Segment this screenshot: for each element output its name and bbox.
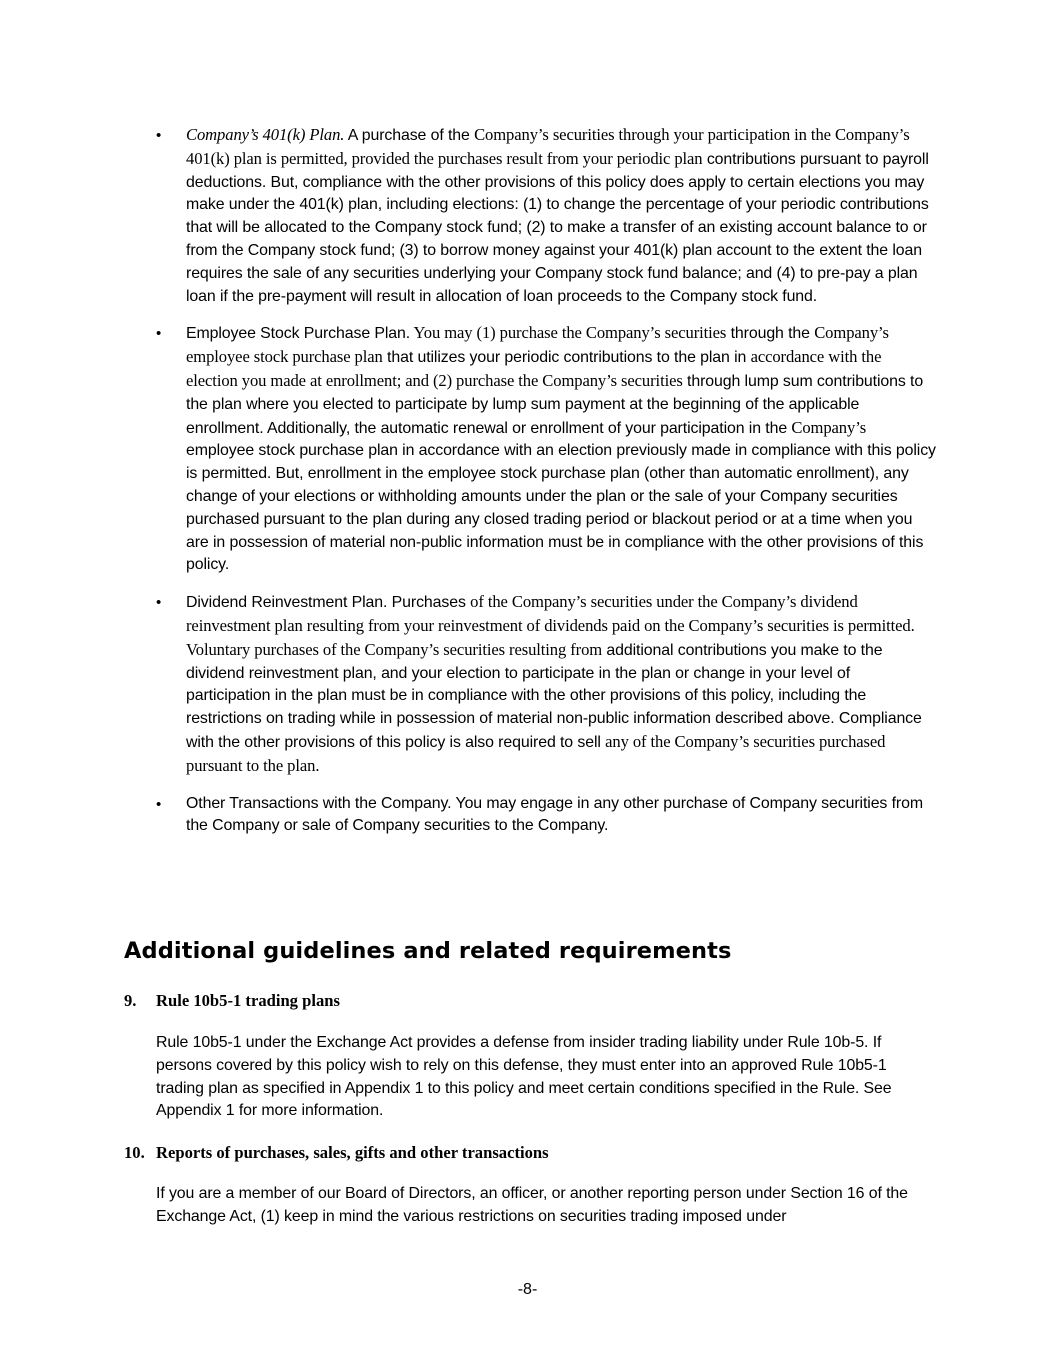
bullet-segment: Purchases (387, 594, 471, 612)
bullet-text (186, 591, 936, 778)
section-number: 9. (124, 991, 137, 1010)
section-rule-10b5-1 (0, 990, 1055, 1123)
page-number: -8- (517, 1281, 538, 1298)
bullet-segment: contributions pursuant to payroll deductions. But, compliance with the other provisions of this policy does apply to certain elections you may make under the 401(k) plan, including elections: (1) to change the percentage of your periodic contributions that will be allocated to the Company stock fund; (2) to make a transfer of an existing account balance to or from the Company stock fund; (3) to borrow money against your 401(k) plan account to the extent the loan requires the sale of any securities underlying your Company stock fund balance; and (4) to pre-pay a plan loan if the pre-payment will result in allocation of loan proceeds to the Company stock fund. (186, 150, 929, 305)
bullet-text (186, 124, 936, 308)
section-reports (0, 1142, 1055, 1229)
bullet-segment: You may (1) purchase the Company’s securities (410, 323, 727, 343)
bullet-employee-stock-purchase-plan (0, 322, 1055, 577)
bullet-segment: any of the Company’s securities purchased pursuant to the plan. (186, 731, 886, 775)
section-title (0, 1142, 1055, 1164)
bullet-segment: employee stock purchase plan in accordance with an election previously made in compliance with this policy is permitted. But, enrollment in the employee stock purchase plan (other than automatic enrollment), any change of your elections or withholding amounts under the plan or the sale of your Company securities purchased pursuant to the plan during any closed trading period or blackout period or at a time when you are in possession of material non-public information must be in compliance with the other provisions of this policy. (186, 442, 936, 574)
bullet-segment: that utilizes your periodic contributions to the plan in (382, 349, 751, 367)
bullet-dot-icon: • (156, 795, 162, 813)
bullet-title: Dividend Reinvestment Plan. (186, 594, 388, 612)
bullet-segment: Company’s (791, 417, 867, 437)
bullet-other-transactions (0, 793, 1055, 839)
bullet-segment: of the Company’s securities under the Company’s dividend reinvestment plan resulting from your reinvestment of dividends paid on the Company’s securities is permitted. Voluntary purchases of the Company’s securities resulting from (186, 592, 915, 659)
bullet-segment: Company’s employee stock purchase plan (186, 323, 889, 367)
bullet-text (186, 793, 936, 839)
bullet-title: Employee Stock Purchase Plan. (186, 325, 411, 343)
bullet-segment: additional contributions you make to the dividend reinvestment plan, and your election to participate in the plan or change in your level of participation in the plan must be in compliance with the other provisions of this policy, including the restrictions on trading while in possession of material non-public information described above. Compliance with the other provisions of this policy is also required to sell (186, 641, 922, 751)
bullet-dividend-reinvestment-plan (0, 591, 1055, 778)
bullet-title: Company’s 401(k) Plan. (186, 125, 345, 144)
bullet-segment: Company’s securities through your participation in the Company’s 401(k) plan is permitted, provided the purchases result from your periodic plan (186, 125, 910, 168)
bullet-segment: A purchase of the (344, 127, 475, 144)
bullet-401k-plan (0, 124, 1055, 308)
section-label: Rule 10b5-1 trading plans (156, 991, 340, 1010)
bullet-segment: through lump sum contributions to the plan where you elected to participate by lump sum payment at the beginning of the applicable enrollment. Additionally, the automatic renewal or enrollment of your participation in the (186, 372, 924, 437)
section-number: 10. (124, 1143, 145, 1162)
bullet-segment: through the (726, 325, 815, 343)
bullet-segment: You may engage in any other purchase of Company securities from the Company or sale of Company securities to the Company. (186, 794, 923, 835)
section-title (0, 990, 1055, 1012)
section-body: If you are a member of our Board of Directors, an officer, or another reporting person under Section 16 of the Exchange Act, (1) keep in mind the various restrictions on securities trading imposed under (156, 1185, 908, 1225)
bullet-dot-icon: • (156, 594, 162, 612)
bullet-title: Other Transactions with the Company. (186, 794, 452, 812)
section-body: Rule 10b5-1 under the Exchange Act provides a defense from insider trading liability under Rule 10b-5. If persons covered by this policy wish to rely on this defense, they must enter into an approved Rule 10b5-1 trading plan as specified in Appendix 1 to this policy and meet certain conditions specified in the Rule. See Appendix 1 for more information. (156, 1034, 892, 1120)
section-heading: Additional guidelines and related requirements (124, 938, 732, 964)
bullet-list (0, 124, 1055, 852)
section-label: Reports of purchases, sales, gifts and other transactions (156, 1143, 549, 1162)
bullet-segment: accordance with the election you made at enrollment; and (2) purchase the Company’s securities (186, 347, 882, 390)
bullet-text (186, 322, 936, 577)
bullet-dot-icon: • (156, 127, 162, 144)
bullet-dot-icon: • (156, 325, 162, 343)
